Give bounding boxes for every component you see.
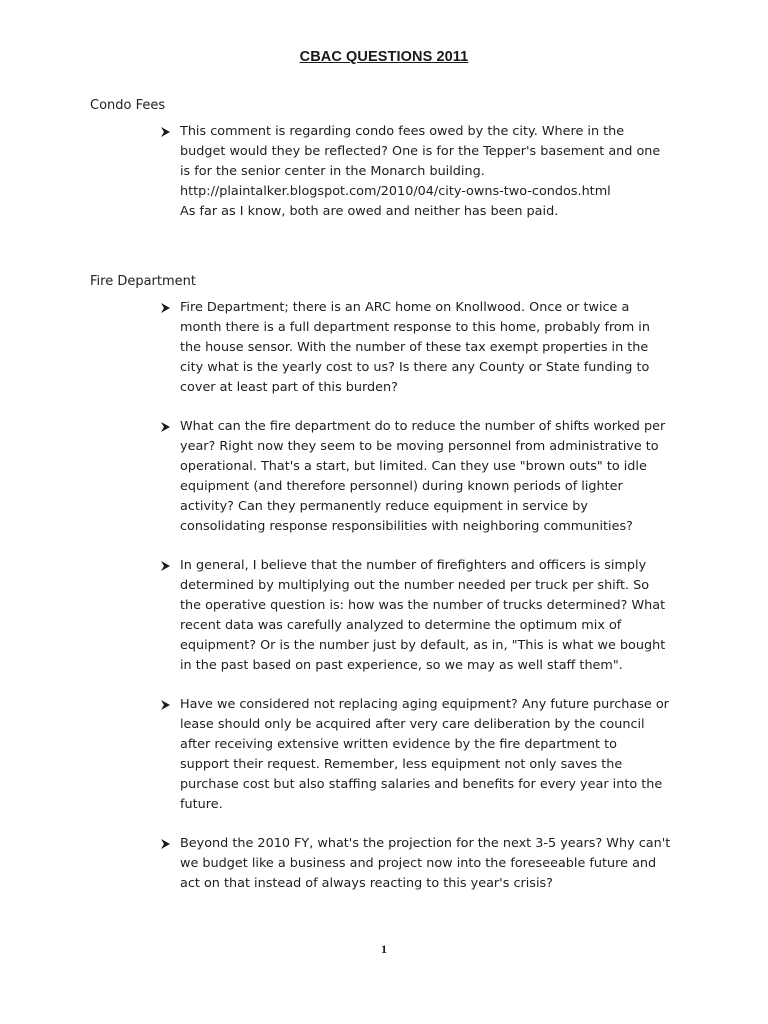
text-line: determined by multiplying out the number needed per truck per shift. So	[180, 578, 650, 593]
text-line: in the past based on past experience, so we may as well staff them".	[180, 658, 623, 673]
bullet-text	[180, 122, 690, 222]
text-line: city what is the yearly cost to us? Is there any County or State funding to	[180, 360, 650, 375]
text-line: equipment? Or is the number just by default, as in, "This is what we bought	[180, 638, 666, 653]
text-line: the house sensor. With the number of these tax exempt properties in the	[180, 340, 649, 355]
text-line: Beyond the 2010 FY, what's the projection for the next 3-5 years? Why can't	[180, 836, 671, 851]
text-line: budget would they be reflected? One is for the Tepper's basement and one	[180, 144, 661, 159]
text-line: purchase cost but also staffing salaries and benefits for every year into the	[180, 777, 663, 792]
text-line: activity? Can they permanently reduce equipment in service by	[180, 499, 588, 514]
text-line: cover at least part of this burden?	[180, 380, 398, 395]
text-line: we budget like a business and project now into the foreseeable future and	[180, 856, 657, 871]
text-line: In general, I believe that the number of firefighters and officers is simply	[180, 558, 647, 573]
text-line: operational. That's a start, but limited. Can they use "brown outs" to idle	[180, 459, 647, 474]
text-line: consolidating response responsibilities with neighboring communities?	[180, 519, 633, 534]
arrow-bullet-icon	[160, 834, 172, 854]
arrow-bullet-icon	[160, 298, 172, 318]
text-line: This comment is regarding condo fees owed by the city. Where in the	[180, 124, 625, 139]
section-heading-fire-department: Fire Department	[90, 274, 196, 289]
arrow-bullet-icon	[160, 695, 172, 715]
text-line: future.	[180, 797, 223, 812]
text-line: is for the senior center in the Monarch building.	[180, 164, 485, 179]
text-line: after receiving extensive written evidence by the fire department to	[180, 737, 617, 752]
text-line: equipment (and therefore personnel) during known periods of lighter	[180, 479, 623, 494]
section-heading-condo-fees: Condo Fees	[90, 98, 166, 113]
bullet-text	[180, 298, 690, 398]
arrow-bullet-icon	[160, 122, 172, 142]
bullet-text	[180, 417, 690, 537]
text-line: support their request. Remember, less equipment not only saves the	[180, 757, 623, 772]
document-title: CBAC QUESTIONS 2011	[299, 49, 469, 65]
text-line: month there is a full department response to this home, probably from in	[180, 320, 650, 335]
text-line: recent data was carefully analyzed to determine the optimum mix of	[180, 618, 622, 633]
url-text: http://plaintalker.blogspot.com/2010/04/city-owns-two-condos.html	[180, 184, 611, 199]
text-line: year? Right now they seem to be moving personnel from administrative to	[180, 439, 659, 454]
text-line: As far as I know, both are owed and neither has been paid.	[180, 204, 559, 219]
bullet-text	[180, 556, 690, 676]
page-number: 1	[381, 942, 387, 956]
bullet-text	[180, 834, 690, 894]
text-line: What can the fire department do to reduce the number of shifts worked per	[180, 419, 666, 434]
text-line: the operative question is: how was the number of trucks determined? What	[180, 598, 666, 613]
bullet-text	[180, 695, 690, 815]
text-line: lease should only be acquired after very care deliberation by the council	[180, 717, 645, 732]
arrow-bullet-icon	[160, 556, 172, 576]
text-line: Have we considered not replacing aging equipment? Any future purchase or	[180, 697, 669, 712]
text-line: Fire Department; there is an ARC home on Knollwood. Once or twice a	[180, 300, 630, 315]
arrow-bullet-icon	[160, 417, 172, 437]
text-line: act on that instead of always reacting to this year's crisis?	[180, 876, 553, 891]
